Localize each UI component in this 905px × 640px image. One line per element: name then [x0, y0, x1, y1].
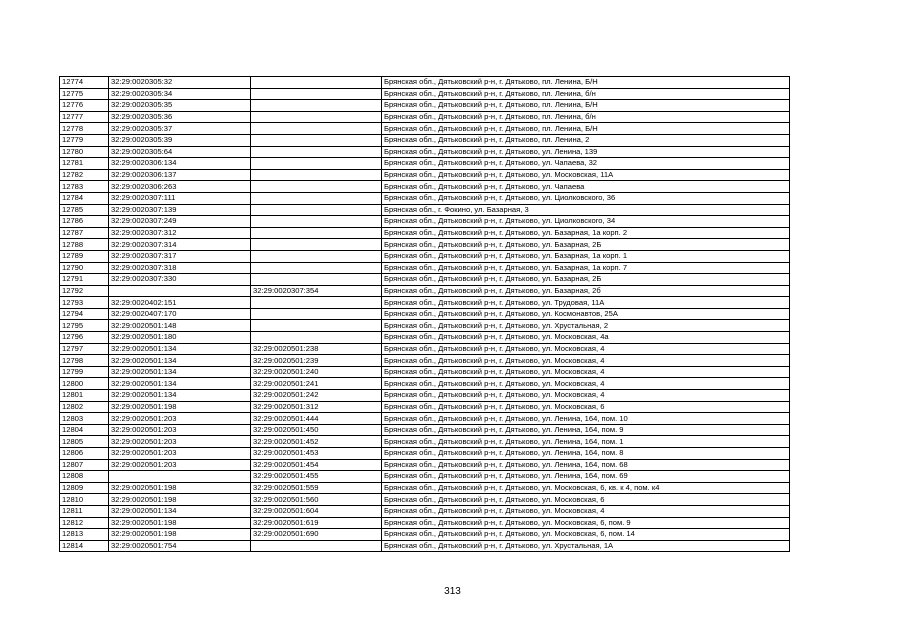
table-row — [60, 308, 790, 320]
address-cell: Брянская обл., Дятьковский р-н, г. Дятьково, ул. Московская, 4а — [382, 332, 790, 344]
table-row — [60, 239, 790, 251]
address-cell: Брянская обл., Дятьковский р-н, г. Дятьково, ул. Московская, 6, пом. 14 — [382, 529, 790, 541]
address-cell: Брянская обл., Дятьковский р-н, г. Дятьково, ул. Базарная, 2Б — [382, 239, 790, 251]
address-cell: Брянская обл., Дятьковский р-н, г. Дятьково, ул. Московская, 4 — [382, 378, 790, 390]
row-number-cell: 12808 — [60, 471, 109, 483]
address-cell: Брянская обл., Дятьковский р-н, г. Дятьково, пл. Ленина, Б/Н — [382, 77, 790, 89]
related-cadastral-number-cell: 32:29:0020501:453 — [251, 448, 382, 460]
table-row — [60, 355, 790, 367]
table-row — [60, 77, 790, 89]
related-cadastral-number-cell — [251, 88, 382, 100]
row-number-cell: 12793 — [60, 297, 109, 309]
address-cell: Брянская обл., Дятьковский р-н, г. Дятьково, ул. Ленина, 164, пом. 8 — [382, 448, 790, 460]
table-row — [60, 529, 790, 541]
row-number-cell: 12802 — [60, 401, 109, 413]
address-cell: Брянская обл., Дятьковский р-н, г. Дятьково, пл. Ленина, 2 — [382, 134, 790, 146]
row-number-cell: 12811 — [60, 505, 109, 517]
address-cell: Брянская обл., Дятьковский р-н, г. Дятьково, пл. Ленина, Б/Н — [382, 123, 790, 135]
row-number-cell: 12776 — [60, 100, 109, 112]
cadastral-number-cell: 32:29:0020305:35 — [109, 100, 251, 112]
related-cadastral-number-cell — [251, 100, 382, 112]
row-number-cell: 12778 — [60, 123, 109, 135]
cadastral-number-cell: 32:29:0020501:180 — [109, 332, 251, 344]
register-table — [59, 76, 790, 552]
related-cadastral-number-cell — [251, 274, 382, 286]
related-cadastral-number-cell: 32:29:0020307:354 — [251, 285, 382, 297]
cadastral-number-cell: 32:29:0020305:32 — [109, 77, 251, 89]
cadastral-number-cell: 32:29:0020501:203 — [109, 459, 251, 471]
cadastral-number-cell: 32:29:0020501:148 — [109, 320, 251, 332]
address-cell: Брянская обл., Дятьковский р-н, г. Дятьково, ул. Московская, 4 — [382, 390, 790, 402]
table-row — [60, 169, 790, 181]
table-row — [60, 471, 790, 483]
cadastral-number-cell: 32:29:0020307:330 — [109, 274, 251, 286]
table-row — [60, 517, 790, 529]
related-cadastral-number-cell: 32:29:0020501:619 — [251, 517, 382, 529]
cadastral-number-cell: 32:29:0020501:203 — [109, 448, 251, 460]
cadastral-number-cell: 32:29:0020307:111 — [109, 192, 251, 204]
row-number-cell: 12791 — [60, 274, 109, 286]
address-cell: Брянская обл., Дятьковский р-н, г. Дятьково, ул. Ленина, 139 — [382, 146, 790, 158]
related-cadastral-number-cell — [251, 297, 382, 309]
related-cadastral-number-cell — [251, 158, 382, 170]
table-row — [60, 343, 790, 355]
address-cell: Брянская обл., Дятьковский р-н, г. Дятьково, пл. Ленина, б/н — [382, 111, 790, 123]
table-row — [60, 181, 790, 193]
cadastral-number-cell: 32:29:0020501:198 — [109, 494, 251, 506]
table-row — [60, 390, 790, 402]
table-row — [60, 216, 790, 228]
address-cell: Брянская обл., Дятьковский р-н, г. Дятьково, ул. Московская, 6, кв. к 4, пом. к4 — [382, 482, 790, 494]
table-row — [60, 378, 790, 390]
related-cadastral-number-cell: 32:29:0020501:242 — [251, 390, 382, 402]
row-number-cell: 12809 — [60, 482, 109, 494]
address-cell: Брянская обл., Дятьковский р-н, г. Дятьково, ул. Московская, 4 — [382, 343, 790, 355]
row-number-cell: 12805 — [60, 436, 109, 448]
related-cadastral-number-cell — [251, 216, 382, 228]
related-cadastral-number-cell — [251, 123, 382, 135]
address-cell: Брянская обл., Дятьковский р-н, г. Дятьково, ул. Московская, 6 — [382, 494, 790, 506]
row-number-cell: 12803 — [60, 413, 109, 425]
related-cadastral-number-cell — [251, 111, 382, 123]
row-number-cell: 12782 — [60, 169, 109, 181]
address-cell: Брянская обл., Дятьковский р-н, г. Дятьково, ул. Хрустальная, 2 — [382, 320, 790, 332]
related-cadastral-number-cell — [251, 204, 382, 216]
table-row — [60, 540, 790, 552]
row-number-cell: 12788 — [60, 239, 109, 251]
table-row — [60, 413, 790, 425]
cadastral-number-cell: 32:29:0020501:198 — [109, 401, 251, 413]
address-cell: Брянская обл., Дятьковский р-н, г. Дятьково, ул. Базарная, 1а корп. 1 — [382, 250, 790, 262]
row-number-cell: 12789 — [60, 250, 109, 262]
related-cadastral-number-cell: 32:29:0020501:241 — [251, 378, 382, 390]
row-number-cell: 12795 — [60, 320, 109, 332]
row-number-cell: 12810 — [60, 494, 109, 506]
address-cell: Брянская обл., Дятьковский р-н, г. Дятьково, ул. Базарная, 2Б — [382, 274, 790, 286]
related-cadastral-number-cell — [251, 250, 382, 262]
cadastral-number-cell: 32:29:0020501:198 — [109, 517, 251, 529]
address-cell: Брянская обл., Дятьковский р-н, г. Дятьково, ул. Ленина, 164, пом. 68 — [382, 459, 790, 471]
table-row — [60, 146, 790, 158]
related-cadastral-number-cell: 32:29:0020501:239 — [251, 355, 382, 367]
cadastral-number-cell: 32:29:0020305:39 — [109, 134, 251, 146]
row-number-cell: 12787 — [60, 227, 109, 239]
row-number-cell: 12814 — [60, 540, 109, 552]
cadastral-number-cell: 32:29:0020307:249 — [109, 216, 251, 228]
row-number-cell: 12799 — [60, 366, 109, 378]
related-cadastral-number-cell — [251, 192, 382, 204]
address-cell: Брянская обл., Дятьковский р-н, г. Дятьково, ул. Циолковского, 36 — [382, 192, 790, 204]
cadastral-number-cell: 32:29:0020306:134 — [109, 158, 251, 170]
row-number-cell: 12785 — [60, 204, 109, 216]
cadastral-number-cell: 32:29:0020501:198 — [109, 482, 251, 494]
cadastral-number-cell: 32:29:0020306:263 — [109, 181, 251, 193]
row-number-cell: 12786 — [60, 216, 109, 228]
table-row — [60, 250, 790, 262]
related-cadastral-number-cell: 32:29:0020501:455 — [251, 471, 382, 483]
address-cell: Брянская обл., Дятьковский р-н, г. Дятьково, ул. Циолковского, 34 — [382, 216, 790, 228]
related-cadastral-number-cell — [251, 540, 382, 552]
address-cell: Брянская обл., Дятьковский р-н, г. Дятьково, ул. Космонавтов, 25А — [382, 308, 790, 320]
cadastral-number-cell: 32:29:0020307:317 — [109, 250, 251, 262]
address-cell: Брянская обл., Дятьковский р-н, г. Дятьково, ул. Московская, 4 — [382, 355, 790, 367]
row-number-cell: 12800 — [60, 378, 109, 390]
table-row — [60, 134, 790, 146]
address-cell: Брянская обл., Дятьковский р-н, г. Дятьково, пл. Ленина, Б/Н — [382, 100, 790, 112]
table-row — [60, 274, 790, 286]
cadastral-number-cell: 32:29:0020307:314 — [109, 239, 251, 251]
address-cell: Брянская обл., Дятьковский р-н, г. Дятьково, ул. Базарная, 2б — [382, 285, 790, 297]
related-cadastral-number-cell: 32:29:0020501:452 — [251, 436, 382, 448]
related-cadastral-number-cell — [251, 320, 382, 332]
table-row — [60, 482, 790, 494]
related-cadastral-number-cell — [251, 169, 382, 181]
cadastral-number-cell: 32:29:0020501:198 — [109, 529, 251, 541]
row-number-cell: 12798 — [60, 355, 109, 367]
row-number-cell: 12777 — [60, 111, 109, 123]
related-cadastral-number-cell: 32:29:0020501:604 — [251, 505, 382, 517]
row-number-cell: 12790 — [60, 262, 109, 274]
related-cadastral-number-cell: 32:29:0020501:444 — [251, 413, 382, 425]
related-cadastral-number-cell: 32:29:0020501:238 — [251, 343, 382, 355]
cadastral-number-cell: 32:29:0020305:36 — [109, 111, 251, 123]
page-number: 313 — [444, 586, 461, 597]
row-number-cell: 12775 — [60, 88, 109, 100]
row-number-cell: 12794 — [60, 308, 109, 320]
related-cadastral-number-cell — [251, 262, 382, 274]
cadastral-number-cell — [109, 471, 251, 483]
cadastral-number-cell: 32:29:0020307:312 — [109, 227, 251, 239]
cadastral-number-cell: 32:29:0020501:134 — [109, 355, 251, 367]
address-cell: Брянская обл., Дятьковский р-н, г. Дятьково, ул. Базарная, 1а корп. 7 — [382, 262, 790, 274]
cadastral-number-cell: 32:29:0020501:134 — [109, 378, 251, 390]
table-row — [60, 111, 790, 123]
related-cadastral-number-cell — [251, 227, 382, 239]
cadastral-number-cell: 32:29:0020305:37 — [109, 123, 251, 135]
cadastral-number-cell: 32:29:0020307:139 — [109, 204, 251, 216]
cadastral-number-cell: 32:29:0020501:134 — [109, 390, 251, 402]
address-cell: Брянская обл., Дятьковский р-н, г. Дятьково, ул. Чапаева, 32 — [382, 158, 790, 170]
cadastral-number-cell: 32:29:0020305:34 — [109, 88, 251, 100]
table-row — [60, 204, 790, 216]
cadastral-number-cell: 32:29:0020501:134 — [109, 366, 251, 378]
related-cadastral-number-cell: 32:29:0020501:454 — [251, 459, 382, 471]
cadastral-number-cell — [109, 285, 251, 297]
register-table-body — [60, 77, 790, 552]
table-row — [60, 332, 790, 344]
address-cell: Брянская обл., Дятьковский р-н, г. Дятьково, ул. Московская, 4 — [382, 505, 790, 517]
table-row — [60, 494, 790, 506]
related-cadastral-number-cell — [251, 308, 382, 320]
related-cadastral-number-cell — [251, 239, 382, 251]
address-cell: Брянская обл., Дятьковский р-н, г. Дятьково, ул. Ленина, 164, пом. 1 — [382, 436, 790, 448]
cadastral-number-cell: 32:29:0020307:318 — [109, 262, 251, 274]
table-row — [60, 123, 790, 135]
cadastral-number-cell: 32:29:0020501:134 — [109, 505, 251, 517]
related-cadastral-number-cell: 32:29:0020501:690 — [251, 529, 382, 541]
related-cadastral-number-cell — [251, 146, 382, 158]
cadastral-number-cell: 32:29:0020407:170 — [109, 308, 251, 320]
table-row — [60, 192, 790, 204]
table-row — [60, 262, 790, 274]
row-number-cell: 12807 — [60, 459, 109, 471]
related-cadastral-number-cell: 32:29:0020501:240 — [251, 366, 382, 378]
address-cell: Брянская обл., Дятьковский р-н, г. Дятьково, ул. Базарная, 1а корп. 2 — [382, 227, 790, 239]
row-number-cell: 12792 — [60, 285, 109, 297]
row-number-cell: 12801 — [60, 390, 109, 402]
row-number-cell: 12806 — [60, 448, 109, 460]
row-number-cell: 12797 — [60, 343, 109, 355]
cadastral-number-cell: 32:29:0020501:203 — [109, 424, 251, 436]
row-number-cell: 12781 — [60, 158, 109, 170]
table-row — [60, 100, 790, 112]
address-cell: Брянская обл., Дятьковский р-н, г. Дятьково, ул. Чапаева — [382, 181, 790, 193]
address-cell: Брянская обл., г. Фокино, ул. Базарная, 3 — [382, 204, 790, 216]
related-cadastral-number-cell: 32:29:0020501:312 — [251, 401, 382, 413]
table-row — [60, 88, 790, 100]
related-cadastral-number-cell — [251, 332, 382, 344]
table-row — [60, 158, 790, 170]
row-number-cell: 12783 — [60, 181, 109, 193]
table-row — [60, 448, 790, 460]
address-cell: Брянская обл., Дятьковский р-н, г. Дятьково, ул. Московская, 6, пом. 9 — [382, 517, 790, 529]
table-row — [60, 366, 790, 378]
address-cell: Брянская обл., Дятьковский р-н, г. Дятьково, ул. Трудовая, 11А — [382, 297, 790, 309]
related-cadastral-number-cell: 32:29:0020501:560 — [251, 494, 382, 506]
row-number-cell: 12804 — [60, 424, 109, 436]
address-cell: Брянская обл., Дятьковский р-н, г. Дятьково, пл. Ленина, б/н — [382, 88, 790, 100]
cadastral-number-cell: 32:29:0020501:203 — [109, 413, 251, 425]
row-number-cell: 12812 — [60, 517, 109, 529]
table-row — [60, 285, 790, 297]
related-cadastral-number-cell — [251, 181, 382, 193]
address-cell: Брянская обл., Дятьковский р-н, г. Дятьково, ул. Хрустальная, 1А — [382, 540, 790, 552]
address-cell: Брянская обл., Дятьковский р-н, г. Дятьково, ул. Ленина, 164, пом. 9 — [382, 424, 790, 436]
related-cadastral-number-cell — [251, 77, 382, 89]
cadastral-number-cell: 32:29:0020501:754 — [109, 540, 251, 552]
cadastral-number-cell: 32:29:0020501:134 — [109, 343, 251, 355]
related-cadastral-number-cell: 32:29:0020501:450 — [251, 424, 382, 436]
cadastral-number-cell: 32:29:0020305:64 — [109, 146, 251, 158]
row-number-cell: 12780 — [60, 146, 109, 158]
row-number-cell: 12813 — [60, 529, 109, 541]
related-cadastral-number-cell: 32:29:0020501:559 — [251, 482, 382, 494]
address-cell: Брянская обл., Дятьковский р-н, г. Дятьково, ул. Ленина, 164, пом. 69 — [382, 471, 790, 483]
table-row — [60, 505, 790, 517]
address-cell: Брянская обл., Дятьковский р-н, г. Дятьково, ул. Московская, 11А — [382, 169, 790, 181]
table-row — [60, 320, 790, 332]
cadastral-number-cell: 32:29:0020306:137 — [109, 169, 251, 181]
row-number-cell: 12774 — [60, 77, 109, 89]
table-row — [60, 424, 790, 436]
cadastral-number-cell: 32:29:0020402:151 — [109, 297, 251, 309]
cadastral-number-cell: 32:29:0020501:203 — [109, 436, 251, 448]
address-cell: Брянская обл., Дятьковский р-н, г. Дятьково, ул. Московская, 6 — [382, 401, 790, 413]
related-cadastral-number-cell — [251, 134, 382, 146]
row-number-cell: 12796 — [60, 332, 109, 344]
row-number-cell: 12784 — [60, 192, 109, 204]
table-row — [60, 436, 790, 448]
table-row — [60, 459, 790, 471]
address-cell: Брянская обл., Дятьковский р-н, г. Дятьково, ул. Ленина, 164, пом. 10 — [382, 413, 790, 425]
address-cell: Брянская обл., Дятьковский р-н, г. Дятьково, ул. Московская, 4 — [382, 366, 790, 378]
table-row — [60, 297, 790, 309]
table-row — [60, 227, 790, 239]
table-row — [60, 401, 790, 413]
row-number-cell: 12779 — [60, 134, 109, 146]
